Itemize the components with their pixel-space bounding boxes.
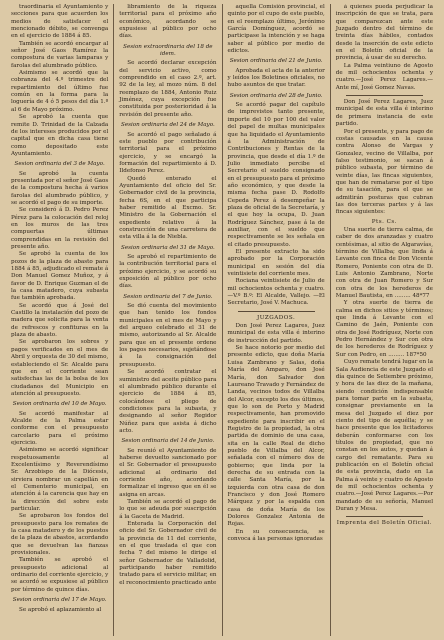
paragraph: Asimismo se acordó que la cobranza del 4.º trimestre del repartimiento del último fue común en la forma para la loguería de 4 ó 5 pesos del día 1.º al 6 de Mayo próximo. [11, 70, 109, 113]
paragraph: Se acordó contratar el suministro del aceite público para el alumbrado público durante el ejercicio de 1884 á 85, colocándose el pliego de condiciones para la subasta, y designando al señor Regidor Núñez para que asista á dicho acto. [119, 369, 217, 434]
section-divider [346, 516, 423, 517]
paragraph: Por el presente, y para pago de costas causadas en la causa contra Alonso de Vargas y Gonzalez, vecino de Villalba, por falso testimonio, se sacan á público subasta, por término de veinte días, las fincas siguientes, que han de rematarse por el tipo de su tasación, para el que se admitirán posturas que cubran las dos terceras partes y á las fincas siguientes: [335, 128, 433, 216]
column-3 [223, 4, 331, 636]
section-heading: JUZGADOS. [256, 314, 296, 321]
paragraph: aquella Comisión provincial, el quinto por el cupo de este pueblo, en el reemplazo último, Jerónimo García Domínguez, acordó se participase la intención y se haga saber al público por medio de edictos. [227, 4, 325, 55]
paragraph: También se aprobó el presupuesto adicional al ordinario del corriente ejercicio, y se acordó se expusiese al público por término de quince días. [11, 557, 109, 593]
section-divider [238, 311, 315, 312]
paragraph: libramiento de la riqueza territorial para el próximo año económico, acordando se expusiese al público por ocho días. [119, 4, 217, 40]
section-heading: Pts. Cs. [371, 218, 398, 225]
paragraph: Cuyo remate tendrá lugar en la Sala Audiencia de este Juzgado el día quince de Setiembre próximo, y hora de las diez de la mañana, siendo condición indispensable para tomar parte en la subasta, consignar previamente en la mesa del Juzgado el diez por ciento del tipo de aquélla; y se hace presente que los licitadores deberán conformarse con los títulos de propiedad, que no constan en los autos, y quedan á cargo del rematante. Para su publicación en el Boletín oficial de esta provincia, dado en La Palma á veinte y cuatro de Agosto de mil ochocientos ochenta y cuatro.—José Perez Lagares.—Por mandado de su señoría, Manuel Duran y Mesa. [335, 359, 434, 513]
paragraph: El presente extracto ha sido aprobado por la Corporación municipal en sesión del día veintisiete del corriente mes. [227, 249, 325, 278]
paragraph: Una suerte de tierra calma, de caber de dos aranzadas y cuatro centésimas, al sitio de Algaravías, término de Villalba; que linda á Levante con finca de Don Vicente Romero, Poniente con otra de D. Luis Antonio Zambrano, Norte con otra de Juan Romero y Sur con otra de los herederos de Manuel Bautista, en ......... 48*77 [335, 226, 433, 300]
section-divider [346, 95, 423, 96]
paragraph: Se hace notorio por medio del presente edicto, que doña María Luisa Zambrano y Salas, doña María del Amparo, don José María, don Salvador don Laureano Travado y Fernández de Landa, vecinos todos de Villalba del Alcor, excepto los dos últimos, que lo son de Porto y Madrid respectivamente, han promovido expediente para inscribir en el Registro de la propiedad, la otra partida de dominio de una casa, sita en la calle Real de dicho pueblo de Villalba del Alcor, señalada con el número dos de gobierno; que linda por la derecha de su entrada con la calle Santa María, por la izquierda con otra casa de don Francisco y don José Romero Márquez y por la espalda con casa de doña María de los Dolores Gonzalez Antonia de Rojas. [227, 345, 325, 528]
paragraph: Se aprobó la cuenta que remite D. Trinidad de la Calzada de los intereses producidos por el capital que en dicha casa tiene como depositado este Ayuntamiento. [11, 114, 109, 157]
paragraph: Asimismo se acordó significar respetuosamente al Excelentísimo y Reverendísimo Sr. Arzobispo de la Diócesis, sirviera nombrar un capellán en el Cementerio municipal, en atención á la carencia que hay en la dirección del sobre este particular. [11, 447, 109, 513]
paragraph: Se aprobó el repartimiento de la contribución territorial para el próximo ejercicio, y se acordó su exposición al público por ocho días. [119, 254, 217, 290]
session-heading: Sesion ordinaria del 7 de Junio. [123, 293, 213, 300]
paragraph: Se acordó manifestar al Alcalde de la Palma estar conforme con el presupuesto carcelario para el próximo ejercicio. [11, 410, 109, 446]
session-heading: Sesion ordinaria del 24 de Mayo. [120, 122, 215, 129]
column-4 [331, 4, 438, 636]
paragraph: Se acordó que á José del Castillo la instalación del pozo de madera que solicita para la venta de refrescos y confituras en la plaza de abasto. [11, 302, 109, 339]
paragraph: Aprobada el acta de la anterior y leídos los Boletines oficiales, no hubo asuntos de que tratar. [227, 67, 325, 89]
session-heading: Sesion ordinaria del 21 de Junio. [229, 58, 323, 65]
paragraph: Se acordó el pago señalado á este pueblo por contribución territorial para el próximo ejercicio, y se encargó la formación del repartimiento á D. Ildefonso Perez. [119, 131, 217, 175]
paragraph: La Palma veintiuno de Agosto de mil ochocientos ochenta y cuatro.—José Perez Lagares.—Ante mí, José Gomez Navas. [335, 62, 433, 91]
paragraph: Rociana veintisiete de Julio de mil ochocientos ochenta y cuatro.—V.º B.º: El Alcalde, Vallejo. —El Secretario, José V. Machuca. [227, 278, 325, 307]
paragraph: Se reunió el Ayuntamiento de haberse devuelto sancionado por el Sr. Gobernador el presupuesto adicional al ordinario del corriente año, acordando formalizar el ingreso que en él se asigna en arcas. [119, 447, 217, 498]
session-heading: Sesion ordinaria del 31 de Mayo. [120, 244, 215, 251]
paragraph: Se aprobó el aplazamiento al [19, 606, 102, 613]
paragraph: traordinaria el Ayuntamiento y secciones para que acuerden los medios de satisfacer el mencionado débito, se convenga en el ejercicio de 1884 á 85. [11, 4, 109, 40]
paragraph: Don José Perez Lagares, Juez municipal de esta villa é interino de primera instancia de este partido. [335, 99, 433, 128]
session-heading: Sesion ordinaria del 14 de Junio. [121, 438, 215, 445]
paragraph: Enterada la Corporación del oficio del Sr. Gobernador civil de la provincia de 11 del corriente, en el que traslada el que con fecha 7 del mismo le dirige el señor Gobernador de Valladolid, participando haber remitido tratado para el servicio militar, en el reconocimiento practicado ante [119, 521, 217, 586]
column-1 [6, 4, 114, 636]
paragraph: Don José Perez Lagares, Juez municipal de esta villa é interino de instrucción del partido. [227, 323, 325, 344]
paragraph: Se acordó declarar excepción del servicio activo, como comprendido en el caso 2.º, art. 92 de la ley, al mozo núm. 8 del reemplazo de 1884, Antonio Ruiz Jiménez, cuya excepción fue constituida por posterioridad á la revisión del presente año. [119, 60, 217, 118]
session-heading: Sesion extraordinaria del 18 de idem. [123, 43, 213, 58]
paragraph: También se acordó el pago de lo que se adeuda por suscripción á la Gaceta de Madrid. [119, 499, 217, 520]
session-heading: Sesion ordinaria del 3 de Mayo. [14, 161, 105, 168]
paragraph: Quedó enterado el Ayuntamiento del oficio del Sr. Gobernador civil de la provincia, fecha 6S, en el que participa haber remitido al Excmo. Sr. Ministro de la Gobernación el expediente relativo á la construcción de una carretera de esta villa á la de Niebla. [119, 175, 217, 241]
paragraph: Se acordó pagar del capítulo de imprevistos tanto presente, importe del 10 por 100 del valor del papel de multas municipales que ha liquidado el Ayuntamiento á la Administración de Contribuciones y Rentas de la provincia, que desde el día 1.º de Julio inmediato percibe el Secretario el sueldo consignado en el presupuesto para el próximo año económico, y que desde la misma fecha pase D. Rodolfo Cepeda Perez á desempeñar la plaza de oficial de la Secretaría, y el que hoy la ocupa, D. Juan Rodríguez Sánchez, pase á la de auxiliar, con el sueldo que respectivamente se les señala en el citado presupuesto. [227, 102, 325, 248]
paragraph: Se consideró á D. Pedro Perez Pérez para la colocación del reloj en los muros de las tres compuertas últimas comprendidas en la revisión del presente año. [11, 207, 109, 250]
section-heading: Imprenta del Boletín Oficial. [336, 520, 432, 527]
paragraph: Se aprobaron los sobres y pagos verificados en el mes de Abril y orquesta de 30 del mismo, estableciendo el Sr. Alcalde para que en el corriente sean satisfechas las de la bolsa de los ciudadanos del Municipio en atención al presupuesto. [11, 339, 109, 397]
session-heading: Sesion ordinaria del 17 de Mayo. [12, 597, 107, 604]
paragraph: Y otra suerte de tierra de calma en dichos sitios y términos; que linda á Levante con el Camino de Jaén, Poniente con otra de José Rodríguez, Norte con Pedro Hernández y Sur con otra de los herederos de Rodríguez y Sur con Pedro, en ......... 187*50 [335, 300, 433, 358]
paragraph: Se aprobaron los fondos del presupuesto para los remates de la casa matadero y de los puestos de la plaza de abastos, acordando que se devuelvan las fianzas provisionales. [11, 513, 109, 557]
column-2 [114, 4, 222, 636]
paragraph: Se aprobó la cuenta presentada por el señor José Gaos de la compostura hecha á varios farolas del alumbrado público, y se acordó el pago de su importe. [11, 170, 109, 206]
text-columns [6, 4, 438, 636]
session-heading: Sesion ordinaria del 28 de Junio. [229, 92, 323, 99]
paragraph: En su consecuencia, se convoca á las personas ignoradas [227, 528, 325, 543]
paragraph: Se aprobó la cuenta de los pozos de la plaza de abasto para 1884 á 85, adjudicado el remate á Don Manuel Gomez Muñoz, y á favor de D. Enrique Guzman el de la casa matadero, cuya subasta fue también aprobada. [11, 251, 109, 302]
paragraph: á quienes pueda perjudicar la inscripción de que se trata, para que comparezcan ante este Juzgado dentro del término de treinta días hábiles, contados desde la inserción de este edicto en el Boletín oficial de la provincia, á usar de su derecho. [335, 4, 433, 62]
paragraph: Se dió cuenta del movimiento que han tenido los fondos municipales en el mes de Mayo y del arqueo celebrado el 31 de mismo, autorizando al Sr. Alcalde para que en el presente ordene los pagos necesarios, sujetándose á la consignación del presupuesto. [119, 303, 217, 368]
session-heading: Sesion ordinaria del 10 de Mayo. [12, 401, 107, 408]
paragraph: También se acordó encargar al señor José Gaos Ramírez la compostura de varias lamparas y farolas del alumbrado público. [11, 40, 109, 69]
